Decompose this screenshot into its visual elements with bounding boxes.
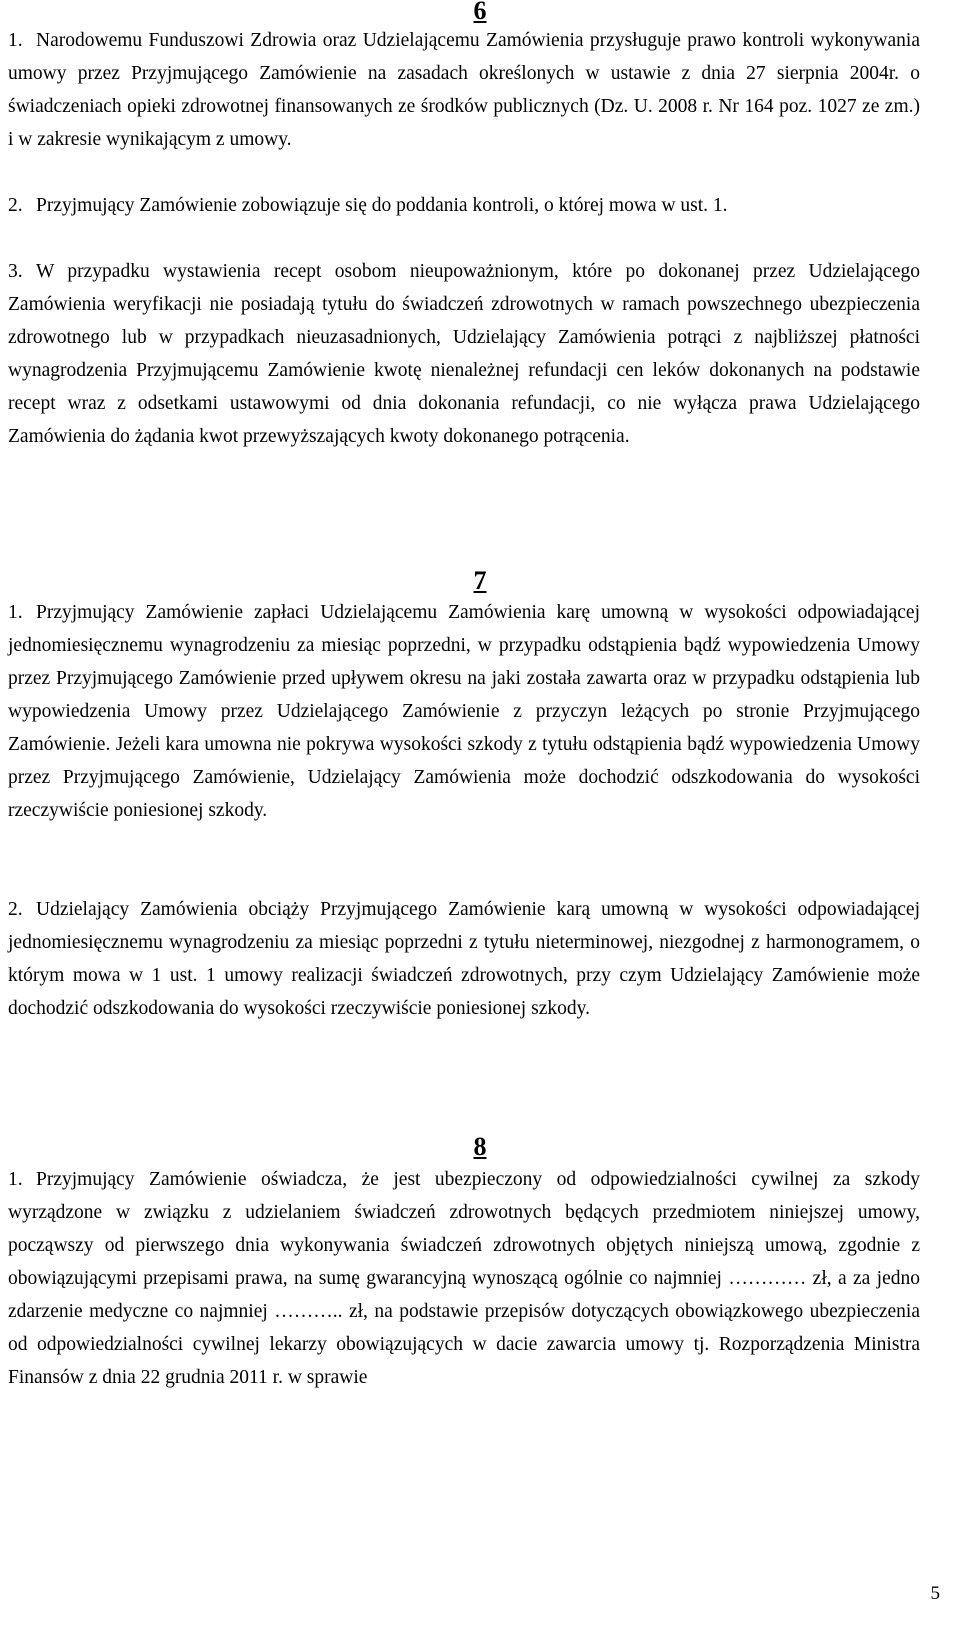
section-6-para-1: 1. Narodowemu Funduszowi Zdrowia oraz Udzielającemu Zamówienia przysługuje prawo kontroli wykonywania umowy przez Przyjmującego Zamówienie na zasadach określonych w ustawie z dnia 27 sierpnia 2004r. o świadczeniach opieki zdrowotnej finansowanych ze środków publicznych (Dz. U. 2008 r. Nr 164 poz. 1027 ze zm.) i w zakresie wynikającym z umowy.: [8, 30, 920, 150]
section-6-para-3: 3. W przypadku wystawienia recept osobom nieupoważnionym, które po dokonanej przez Udzielającego Zamówienia weryfikacji nie posiadają tytułu do świadczeń zdrowotnych w ramach powszechnego ubezpieczenia zdrowotnego lub w przypadkach nieuzasadnionych, Udzielający Zamówienia potrąci z najbliższej płatności wynagrodzenia Przyjmującemu Zamówienie kwotę nienależnej refundacji cen leków dokonanych na podstawie recept wraz z odsetkami ustawowymi od dnia dokonania refundacji, co nie wyłącza prawa Udzielającego Zamówienia do żądania kwot przewyższających kwoty dokonanego potrącenia.: [8, 261, 920, 447]
section-7-para-2: 2. Udzielający Zamówienia obciąży Przyjmującego Zamówienie karą umowną w wysokości odpowiadającej jednomiesięcznemu wynagrodzeniu za miesiąc poprzedni z tytułu nieterminowej, niezgodnej z harmonogramem, o którym mowa w 1 ust. 1 umowy realizacji świadczeń zdrowotnych, przy czym Udzielający Zamówienie może dochodzić odszkodowania do wysokości rzeczywiście poniesionej szkody.: [8, 899, 920, 1019]
section-7-heading: 7: [473, 566, 487, 595]
section-7-para-1: 1. Przyjmujący Zamówienie zapłaci Udzielającemu Zamówienia karę umowną w wysokości odpowiadającej jednomiesięcznemu wynagrodzeniu za miesiąc poprzedni, w przypadku odstąpienia bądź wypowiedzenia Umowy przez Przyjmującego Zamówienie przed upływem okresu na jaki została zawarta oraz w przypadku odstąpienia lub wypowiedzenia Umowy przez Udzielającego Zamówienie z przyczyn leżących po stronie Przyjmującego Zamówienie. Jeżeli kara umowna nie pokrywa wysokości szkody z tytułu odstąpienia bądź wypowiedzenia Umowy przez Przyjmującego Zamówienie, Udzielający Zamówienia może dochodzić odszkodowania do wysokości rzeczywiście poniesionej szkody.: [8, 602, 920, 821]
section-8-para-1: 1. Przyjmujący Zamówienie oświadcza, że jest ubezpieczony od odpowiedzialności cywilnej za szkody wyrządzone w związku z udzielaniem świadczeń zdrowotnych będących przedmiotem niniejszej umowy, począwszy od pierwszego dnia wykonywania świadczeń zdrowotnych objętych niniejszą umową, zgodnie z obowiązującymi przepisami prawa, na sumę gwarancyjną wynoszącą ogólnie co najmniej ………… zł, a za jedno zdarzenie medyczne co najmniej ……….. zł, na podstawie przepisów dotyczących obowiązkowego ubezpieczenia od odpowiedzialności cywilnej lekarzy obowiązujących w dacie zawarcia umowy tj. Rozporządzenia Ministra Finansów z dnia 22 grudnia 2011 r. w sprawie: [8, 1169, 920, 1388]
section-6-heading: 6: [473, 0, 487, 25]
section-8-heading: 8: [473, 1132, 487, 1161]
section-6-para-2: 2. Przyjmujący Zamówienie zobowiązuje się do poddania kontroli, o której mowa w ust. 1.: [8, 195, 728, 216]
page-number: 5: [930, 1583, 940, 1604]
